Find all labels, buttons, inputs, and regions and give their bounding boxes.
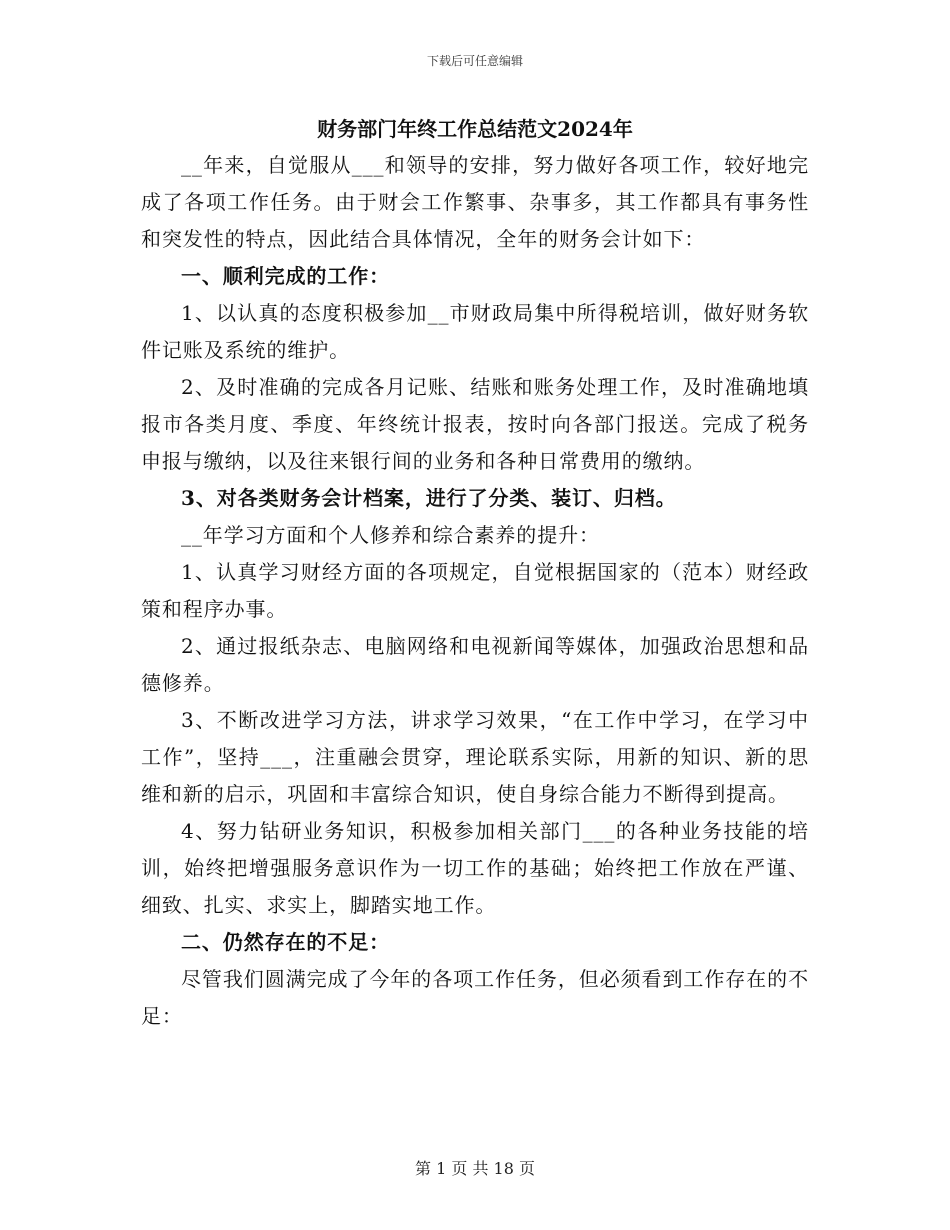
page-footer: 第 1 页 共 18 页 [415, 1159, 535, 1178]
section-heading: 二、仍然存在的不足： [181, 930, 390, 954]
header-note: 下载后可任意编辑 [426, 54, 523, 68]
paragraph: 1、认真学习财经方面的各项规定，自觉根据国家的（范本）财经政策和程序办事。 [141, 560, 809, 621]
paragraph: 尽管我们圆满完成了今年的各项工作任务，但必须看到工作存在的不足： [141, 967, 809, 1028]
paragraph: 2、及时准确的完成各月记账、结账和账务处理工作，及时准确地填报市各类月度、季度、年终统计报表，按时向各部门报送。完成了税务申报与缴纳，以及往来银行间的业务和各种日常费用的缴纳。 [141, 375, 809, 473]
paragraph: 4、努力钻研业务知识，积极参加相关部门___的各种业务技能的培训，始终把增强服务意识作为一切工作的基础；始终把工作放在严谨、细致、扎实、求实上，脚踏实地工作。 [141, 819, 809, 917]
paragraph: 2、通过报纸杂志、电脑网络和电视新闻等媒体，加强政治思想和品德修养。 [141, 634, 809, 695]
paragraph: __年学习方面和个人修养和综合素养的提升： [181, 523, 600, 547]
section-heading: 一、顺利完成的工作： [181, 264, 390, 288]
paragraph: 3、不断改进学习方法，讲求学习效果，“在工作中学习，在学习中工作”，坚持___，注重融会贯穿，理论联系实际，用新的知识、新的思维和新的启示，巩固和丰富综合知识，使自身综合能力不断得到提高。 [141, 708, 809, 806]
paragraph: __年来，自觉服从___和领导的安排，努力做好各项工作，较好地完成了各项工作任务。由于财会工作繁事、杂事多，其工作都具有事务性和突发性的特点，因此结合具体情况，全年的财务会计如下： [141, 153, 809, 251]
paragraph: 1、以认真的态度积极参加__市财政局集中所得税培训，做好财务软件记账及系统的维护。 [141, 301, 809, 362]
document-title: 财务部门年终工作总结范文2024年 [317, 117, 633, 141]
document-body [141, 147, 809, 1035]
bold-paragraph: 3、对各类财务会计档案，进行了分类、装订、归档。 [181, 486, 677, 510]
